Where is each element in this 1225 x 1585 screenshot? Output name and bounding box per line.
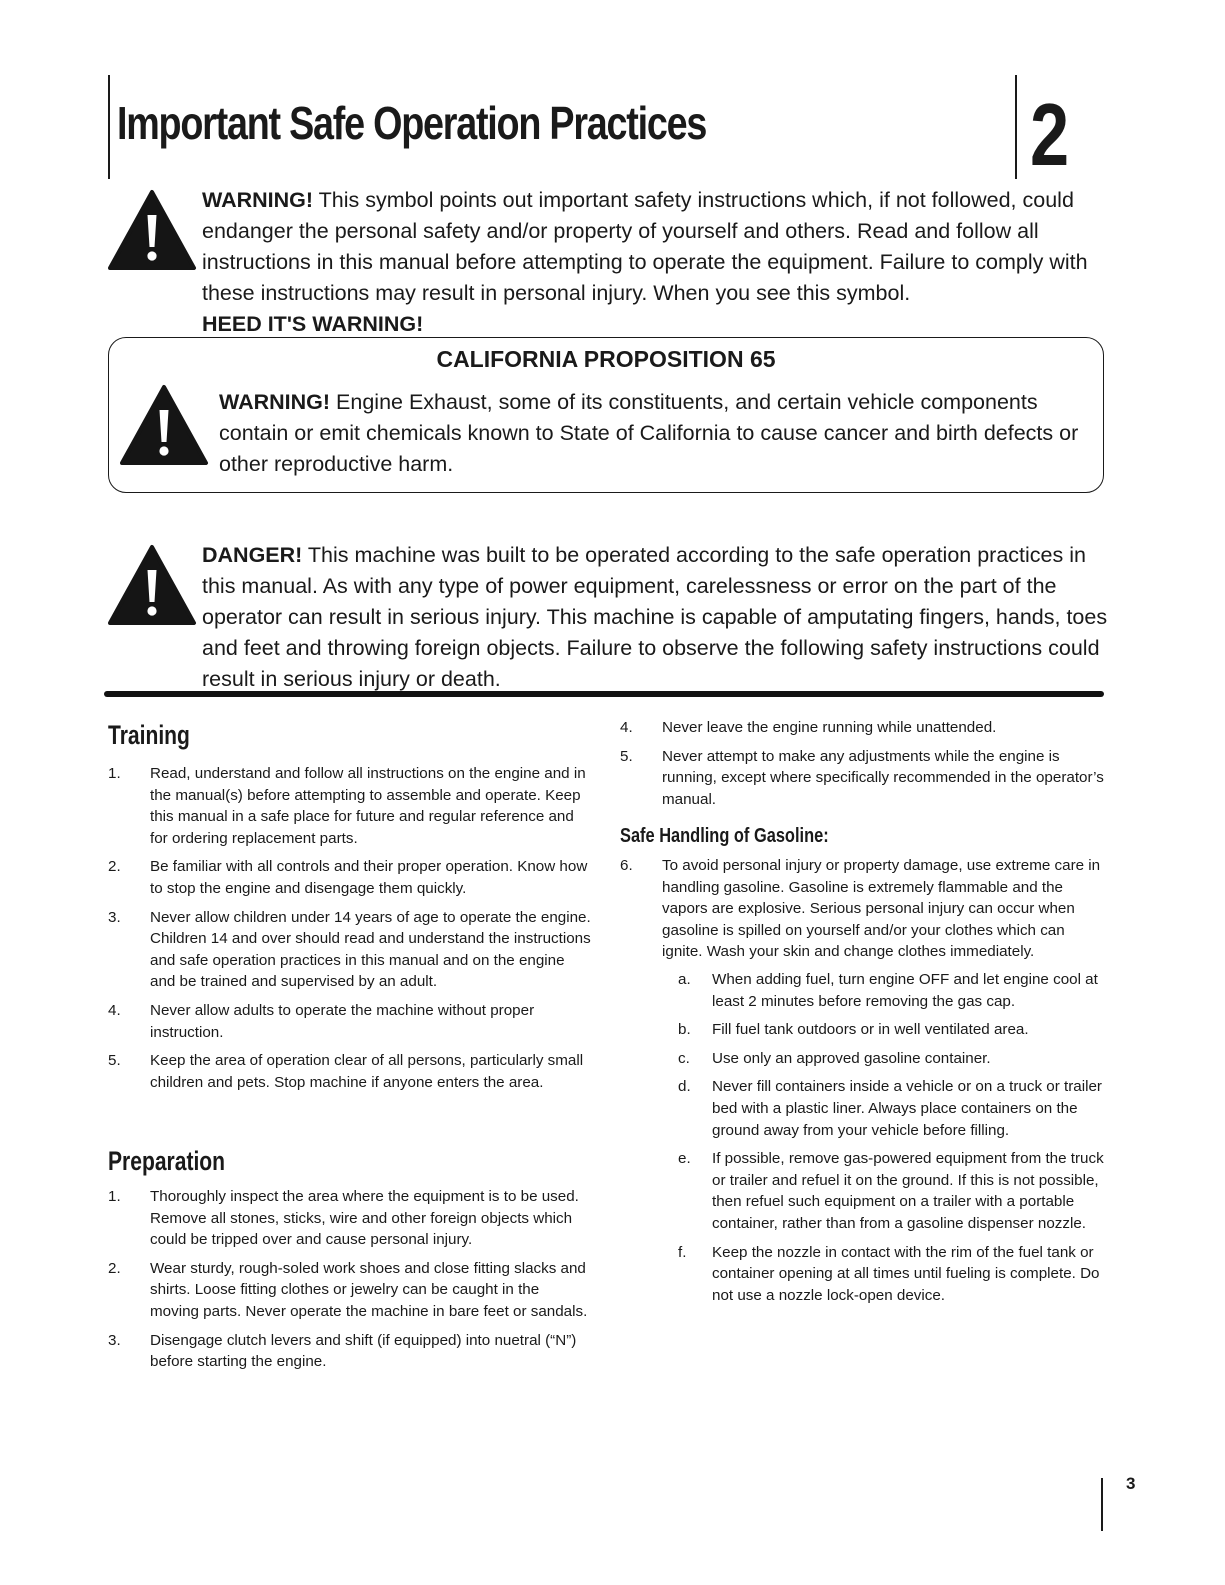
item-text: Thoroughly inspect the area where the equipment is to be used. Remove all stones, sticks, wire and other foreign objects which could be tripped over and cause personal injury. (150, 1188, 579, 1249)
warning-triangle-icon (119, 384, 209, 466)
gasoline-heading: Safe Handling of Gasoline: (620, 825, 829, 847)
preparation-heading: Preparation (108, 1146, 226, 1176)
item-text: To avoid personal injury or property damage, use extreme care in handling gasoline. Gasoline is extremely flammable and the vapors are explosive. Serious personal injury can occur when gasoline is spilled on yourself and/or your clothes which can ignite. Wash your skin and change clothes immediately. (662, 857, 1101, 961)
warning-notice (202, 185, 1122, 340)
page-number: 3 (1126, 1474, 1136, 1493)
item-number: 1. (108, 765, 121, 782)
list-item (108, 856, 592, 899)
sub-list-item (662, 1148, 1106, 1234)
item-number: 6. (620, 857, 633, 874)
sub-item-letter: e. (678, 1150, 691, 1168)
preparation-list-continued (620, 717, 1106, 817)
warning-triangle-icon (107, 544, 197, 626)
section-divider (104, 691, 1104, 697)
list-item (108, 1000, 592, 1043)
danger-notice (202, 540, 1122, 695)
california-warning-label: WARNING! (219, 390, 331, 414)
sub-item-letter: f. (678, 1243, 687, 1261)
danger-label: DANGER! (202, 543, 303, 567)
item-number: 3. (108, 1331, 121, 1349)
item-number: 2. (108, 1259, 121, 1277)
danger-text: This machine was built to be operated according to the safe operation practices in this manual. As with any type of power equipment, carelessness or error on the part of the operator can result in serious injury. This machine is capable of amputating fingers, hands, toes and feet and throwing foreign objects. Failure to observe the following safety instructions could result in serious injury or death. (202, 543, 1108, 691)
sub-list-item (662, 1048, 1106, 1070)
sub-item-text: When adding fuel, turn engine OFF and let engine cool at least 2 minutes before removing the gas cap. (712, 970, 1098, 1010)
item-text: Disengage clutch levers and shift (if equipped) into nuetral (“N”) before starting the engine. (150, 1331, 577, 1371)
sub-item-text: If possible, remove gas-powered equipment from the truck or trailer and refuel it on the ground. If this is not possible, then refuel such equipment on a trailer with a portable container, rather than from a gasoline dispenser nozzle. (712, 1150, 1104, 1232)
heed-warning: HEED IT'S WARNING! (202, 312, 424, 336)
training-list (108, 763, 592, 1100)
sub-item-letter: c. (678, 1049, 690, 1067)
list-item (620, 746, 1106, 811)
sub-list-item (662, 969, 1106, 1012)
item-text: Never attempt to make any adjustments while the engine is running, except where specifically recommended in the operator’s manual. (662, 747, 1104, 808)
item-text: Never allow adults to operate the machine without proper instruction. (150, 1001, 535, 1041)
item-number: 4. (620, 719, 633, 736)
item-number: 1. (108, 1188, 121, 1205)
list-item (620, 855, 1106, 1306)
warning-label: WARNING! (202, 188, 314, 212)
sub-item-letter: b. (678, 1021, 691, 1039)
page-title: Important Safe Operation Practices (117, 97, 707, 149)
warning-triangle-icon (107, 189, 197, 271)
item-text: Never allow children under 14 years of age to operate the engine. Children 14 and over should read and understand the instructions and safe operation practices in this manual and on the engine and be trained and supervised by an adult. (150, 908, 591, 991)
item-number: 2. (108, 858, 121, 876)
item-number: 5. (108, 1052, 121, 1070)
sub-item-text: Use only an approved gasoline container. (712, 1049, 991, 1067)
list-item (108, 1330, 592, 1373)
list-item (620, 717, 1106, 739)
california-proposition-box (108, 337, 1104, 493)
gasoline-list (620, 855, 1106, 1313)
sub-item-letter: a. (678, 970, 691, 988)
gasoline-sublist (662, 969, 1106, 1306)
item-text: Never leave the engine running while unattended. (662, 719, 997, 736)
title-divider (108, 75, 110, 179)
sub-item-text: Keep the nozzle in contact with the rim of the fuel tank or container opening at all times until fueling is complete. Do not use a nozzle lock-open device. (712, 1243, 1100, 1304)
sub-list-item (662, 1242, 1106, 1307)
sub-list-item (662, 1076, 1106, 1141)
item-number: 3. (108, 908, 121, 926)
item-number: 4. (108, 1001, 121, 1019)
chapter-divider (1015, 75, 1017, 179)
training-heading: Training (108, 720, 190, 750)
item-number: 5. (620, 747, 633, 765)
footer-divider (1101, 1478, 1103, 1531)
item-text: Keep the area of operation clear of all persons, particularly small children and pets. Stop machine if anyone enters the area. (150, 1052, 584, 1091)
sub-item-text: Never fill containers inside a vehicle or on a truck or trailer bed with a plastic liner. Always place containers on the ground away from your vehicle before filling. (712, 1078, 1102, 1139)
california-warning-text: Engine Exhaust, some of its constituents, and certain vehicle components contain or emit chemicals known to State of California to cause cancer and birth defects or other reproductive harm. (219, 390, 1079, 476)
item-text: Wear sturdy, rough-soled work shoes and close fitting slacks and shirts. Loose fitting clothes or jewelry can be caught in the moving parts. Never operate the machine in bare feet or sandals. (150, 1259, 588, 1320)
preparation-list (108, 1186, 592, 1380)
california-warning (219, 387, 1079, 480)
item-text: Read, understand and follow all instructions on the engine and in the manual(s) before attempting to assemble and operate. Keep this manual in a safe place for future and regular reference and for ordering replacement parts. (150, 765, 586, 847)
list-item (108, 1050, 592, 1093)
list-item (108, 763, 592, 849)
sub-item-letter: d. (678, 1078, 691, 1096)
chapter-number: 2 (1030, 85, 1070, 184)
warning-text: This symbol points out important safety instructions which, if not followed, could endanger the personal safety and/or property of yourself and others. Read and follow all instructions in this manual before attempting to operate the equipment. Failure to comply with these instructions may result in personal injury. When you see this symbol. (202, 188, 1088, 305)
california-heading: CALIFORNIA PROPOSITION 65 (436, 346, 776, 372)
sub-item-text: Fill fuel tank outdoors or in well ventilated area. (712, 1021, 1029, 1039)
list-item (108, 1258, 592, 1323)
list-item (108, 907, 592, 993)
list-item (108, 1186, 592, 1251)
sub-list-item (662, 1019, 1106, 1041)
item-text: Be familiar with all controls and their proper operation. Know how to stop the engine and disengage them quickly. (150, 858, 588, 897)
